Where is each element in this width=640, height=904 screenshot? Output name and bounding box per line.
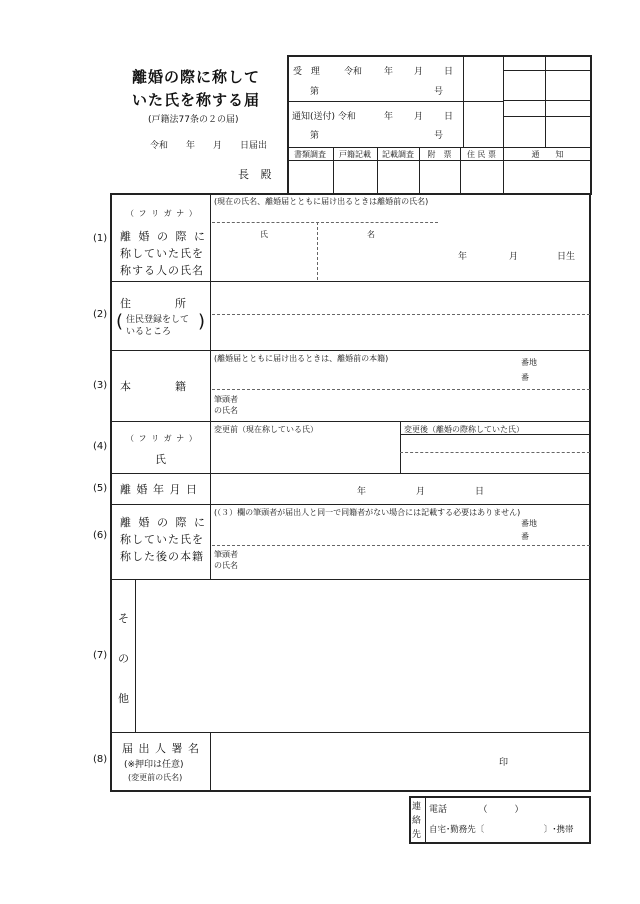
r2-paren-open: ( — [116, 311, 124, 332]
r2-label-2: 住民登録をして — [126, 315, 190, 325]
accept-no-prefix: 第 — [310, 87, 320, 97]
r5-month: 月 — [416, 487, 426, 497]
r6-head-label-1: 筆頭者 — [214, 550, 238, 559]
form-subtitle: (戸籍法77条の２の届) — [148, 115, 239, 125]
r8-seal-mark: 印 — [499, 758, 509, 768]
office-col-4: 附 票 — [427, 150, 452, 159]
accept-no-suffix: 号 — [434, 87, 444, 97]
r3-ban: 番 — [521, 373, 529, 382]
r4-after-label: 変更後（離婚の際称していた氏） — [404, 425, 524, 434]
r6-label-1: 離 婚 の 際 に — [120, 516, 207, 529]
r8-label-2: (※押印は任意) — [124, 760, 184, 770]
row-num-2: (2) — [93, 309, 108, 320]
notify-no-prefix: 第 — [310, 131, 320, 141]
r7-other-field[interactable] — [137, 581, 590, 731]
r6-head-label-2: の氏名 — [214, 561, 238, 570]
r8-label-3: (変更前の氏名) — [128, 773, 183, 782]
accept-era: 令和 — [344, 67, 363, 77]
r4-label: 氏 — [155, 453, 166, 466]
r6-banchi: 番地 — [521, 519, 537, 528]
r3-note: (離婚届とともに届け出るときは、離婚前の本籍) — [214, 354, 389, 363]
r2-paren-close: ) — [198, 311, 206, 332]
r3-label: 本 籍 — [120, 380, 186, 393]
r6-domicile-field[interactable] — [212, 518, 512, 544]
r3-head-label-1: 筆頭者 — [214, 395, 238, 404]
row-num-7: (7) — [93, 650, 108, 661]
r1-birth-day: 日生 — [557, 252, 576, 262]
r2-address-field[interactable] — [212, 283, 590, 349]
contact-v1: 連 — [412, 802, 422, 812]
r5-divorce-date-field[interactable] — [212, 475, 590, 503]
r5-year: 年 — [357, 487, 367, 497]
notify-label: 通知(送付) 令和 — [292, 112, 356, 122]
r1-birth-year: 年 — [458, 252, 468, 262]
accept-label: 受 理 — [293, 67, 323, 77]
row-num-4: (4) — [93, 441, 108, 452]
r4-before-field[interactable] — [212, 436, 398, 472]
r2-label-1: 住 所 — [120, 297, 186, 310]
r1-label-2: 称していた氏を — [120, 247, 204, 260]
contact-phone[interactable]: 電話 （ ） — [429, 805, 524, 815]
r4-furigana-label: （ フ リ ガ ナ ） — [126, 434, 198, 443]
row-num-1: (1) — [93, 233, 108, 244]
r2-label-3: いるところ — [126, 327, 172, 337]
office-col-6: 通 知 — [531, 150, 564, 159]
r6-label-3: 称した後の本籍 — [120, 550, 204, 563]
r1-label-3: 称する人の氏名 — [120, 264, 204, 277]
r6-ban: 番 — [521, 532, 529, 541]
row-num-3: (3) — [93, 380, 108, 391]
office-col-2: 戸籍記載 — [339, 150, 371, 159]
r5-day: 日 — [475, 487, 485, 497]
r5-label: 離 婚 年 月 日 — [120, 483, 198, 496]
form-title-line2: いた氏を称する届 — [132, 91, 261, 109]
r4-before-label: 変更前（現在称している氏） — [214, 425, 318, 434]
r1-birth-month: 月 — [509, 252, 519, 262]
r7-label-char-2: の — [118, 652, 129, 665]
office-col-1: 書類調査 — [294, 150, 326, 159]
r3-domicile-field[interactable] — [212, 364, 512, 388]
r1-name-field[interactable] — [212, 223, 438, 279]
r6-note: (（３）欄の筆頭者が届出人と同一で同籍者がない場合には記載する必要はありません) — [214, 508, 521, 517]
r7-label-char-3: 他 — [118, 692, 129, 705]
r8-signature-field[interactable] — [212, 734, 590, 790]
row-num-6: (6) — [93, 530, 108, 541]
r3-head-name-field[interactable] — [250, 391, 590, 420]
r3-banchi: 番地 — [521, 358, 537, 367]
r1-furigana-label: （ フ リ ガ ナ ） — [126, 209, 198, 218]
r8-label-1: 届 出 人 署 名 — [122, 742, 200, 755]
row-num-5: (5) — [93, 483, 108, 494]
accept-date[interactable]: 年 月 日 — [384, 67, 455, 77]
r6-head-name-field[interactable] — [250, 547, 590, 578]
r1-note: (現在の氏名、離婚届とともに届け出るときは離婚前の氏名) — [214, 197, 429, 206]
r3-head-label-2: の氏名 — [214, 406, 238, 415]
r1-surname-label: 氏 — [260, 230, 268, 239]
filing-date-line[interactable]: 令和 年 月 日届出 — [150, 141, 268, 151]
form-title-line1: 離婚の際に称して — [132, 68, 261, 86]
contact-v3: 先 — [412, 830, 422, 840]
r7-label-char-1: そ — [118, 612, 129, 625]
r1-given-label: 名 — [367, 230, 375, 239]
contact-work[interactable]: 自宅･勤務先〔 〕･携帯 — [429, 825, 574, 835]
office-col-3: 記載調査 — [382, 150, 414, 159]
row-num-8: (8) — [93, 754, 108, 765]
notify-date[interactable]: 年 月 日 — [384, 112, 455, 122]
contact-v2: 絡 — [412, 816, 422, 826]
addressee: 長 殿 — [238, 168, 276, 181]
r4-after-field[interactable] — [402, 454, 590, 472]
r6-label-2: 称していた氏を — [120, 533, 204, 546]
r1-label-1: 離 婚 の 際 に — [120, 230, 207, 243]
notify-no-suffix: 号 — [434, 131, 444, 141]
office-col-5: 住 民 票 — [466, 150, 497, 159]
